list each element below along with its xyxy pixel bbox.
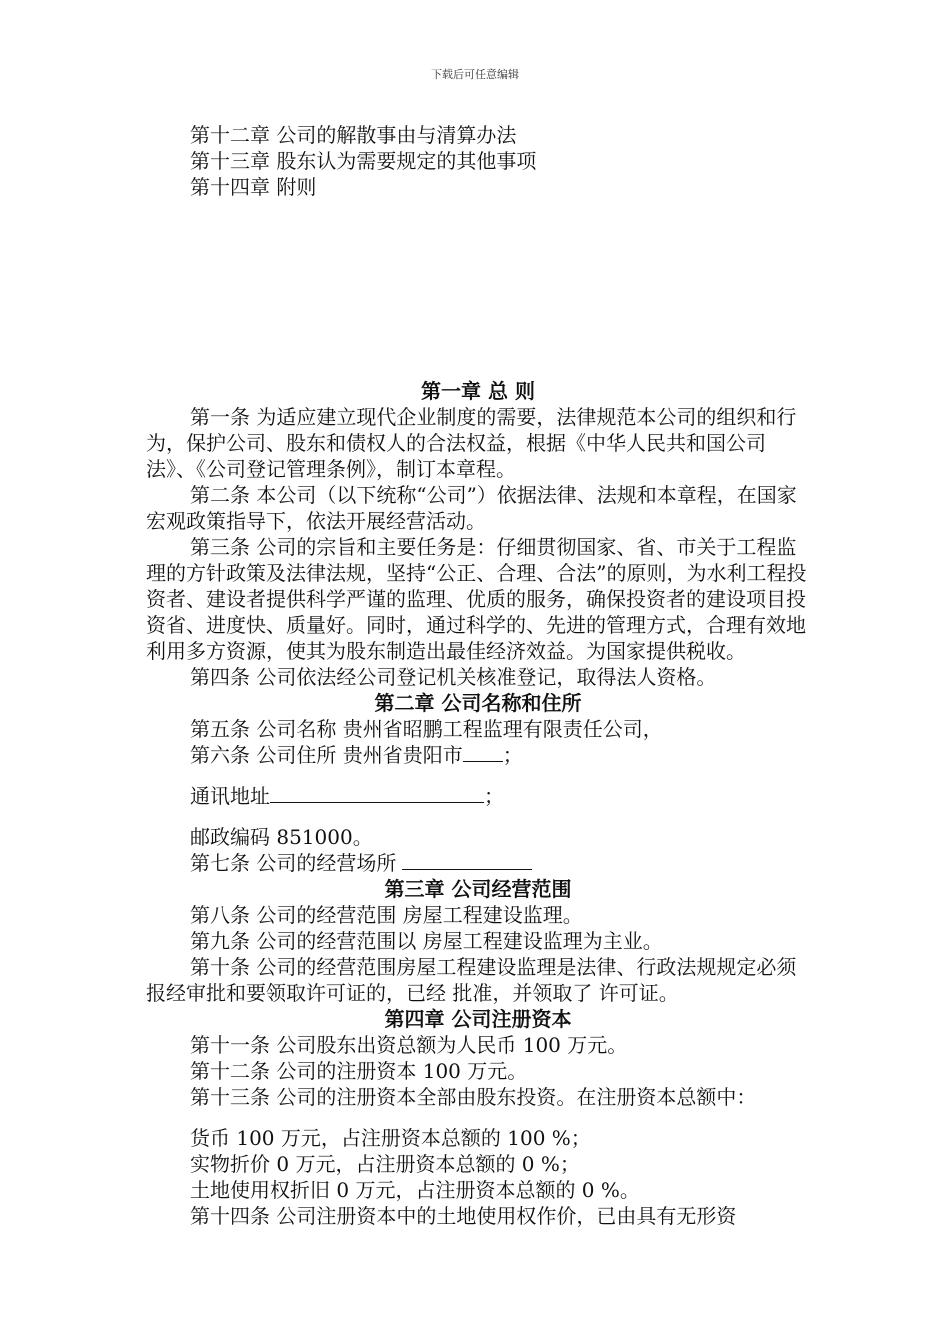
article-4: 第四条 公司依法经公司登记机关核准登记，取得法人资格。 xyxy=(190,665,717,689)
article-3: 第三条 公司的宗旨和主要任务是：仔细贯彻国家、省、市关于工程监理的方针政策及法律法规，坚持“公正、合理、合法”的原则，为水利工程投资者、建设者提供科学严谨的监理、优质的服务，确保投资者的建设项目投资省、进度快、质量好。同时，通过科学的、先进的管理方式，合理有效地利用多方资源，使其为股东制造出最佳经济效益。为国家提供税收。 xyxy=(146,535,807,663)
article-11: 第十一条 公司股东出资总额为人民币 100 万元。 xyxy=(190,1033,628,1057)
address-end: ； xyxy=(484,784,504,808)
capital-goods: 实物折价 0 万元，占注册资本总额的 0 %； xyxy=(190,1152,580,1176)
page-header: 下载后可任意编辑 xyxy=(431,68,519,81)
article-12: 第十二条 公司的注册资本 100 万元。 xyxy=(190,1059,528,1083)
capital-land: 土地使用权折旧 0 万元，占注册资本总额的 0 %。 xyxy=(190,1178,640,1202)
article-9: 第九条 公司的经营范围以 房屋工程建设监理为主业。 xyxy=(190,929,663,953)
address-line xyxy=(146,783,810,809)
capital-cash: 货币 100 万元，占注册资本总额的 100 %； xyxy=(190,1126,591,1150)
toc-item: 第十三章 股东认为需要规定的其他事项 xyxy=(190,149,537,173)
blank-line xyxy=(270,802,484,803)
chapter-1-title: 第一章 总 则 xyxy=(421,379,535,403)
address-label: 通讯地址 xyxy=(190,784,270,808)
article-14: 第十四条 公司注册资本中的土地使用权作价，已由具有无形资 xyxy=(190,1204,737,1228)
spacer xyxy=(146,809,810,824)
postal-code: 邮政编码 851000。 xyxy=(190,825,373,849)
article-2: 第二条 本公司（以下统称“公司”）依据法律、法规和本章程，在国家宏观政策指导下，依法开展经营活动。 xyxy=(146,483,797,533)
article-13: 第十三条 公司的注册资本全部由股东投资。在注册资本总额中： xyxy=(190,1085,757,1109)
chapter-2-title: 第二章 公司名称和住所 xyxy=(374,691,582,715)
spacer xyxy=(146,1110,810,1125)
article-10: 第十条 公司的经营范围房屋工程建设监理是法律、行政法规规定必须报经审批和要领取许可证的，已经 批准，并领取了 许可证。 xyxy=(146,955,797,1005)
article-8: 第八条 公司的经营范围 房屋工程建设监理。 xyxy=(190,903,583,927)
spacer xyxy=(146,768,810,783)
chapter-4-title: 第四章 公司注册资本 xyxy=(384,1007,572,1031)
article-6-end: ； xyxy=(502,743,523,767)
chapter-3-title: 第三章 公司经营范围 xyxy=(384,877,572,901)
toc-item: 第十二章 公司的解散事由与清算办法 xyxy=(190,123,517,147)
article-6-text: 第六条 公司住所 贵州省贵阳市 xyxy=(190,743,463,767)
spacer xyxy=(146,200,810,378)
blank-line xyxy=(402,869,532,870)
article-7-text: 第七条 公司的经营场所 xyxy=(190,851,397,875)
document-body xyxy=(146,122,810,1229)
article-6 xyxy=(146,742,810,768)
toc-item: 第十四章 附则 xyxy=(190,175,317,199)
blank-line xyxy=(463,761,503,762)
article-5: 第五条 公司名称 贵州省昭鹏工程监理有限责任公司， xyxy=(190,717,663,741)
article-7 xyxy=(146,850,810,876)
article-1: 第一条 为适应建立现代企业制度的需要，法律规范本公司的组织和行为，保护公司、股东和债权人的合法权益，根据《中华人民共和国公司法》、《公司登记管理条例》，制订本章程。 xyxy=(146,405,797,481)
